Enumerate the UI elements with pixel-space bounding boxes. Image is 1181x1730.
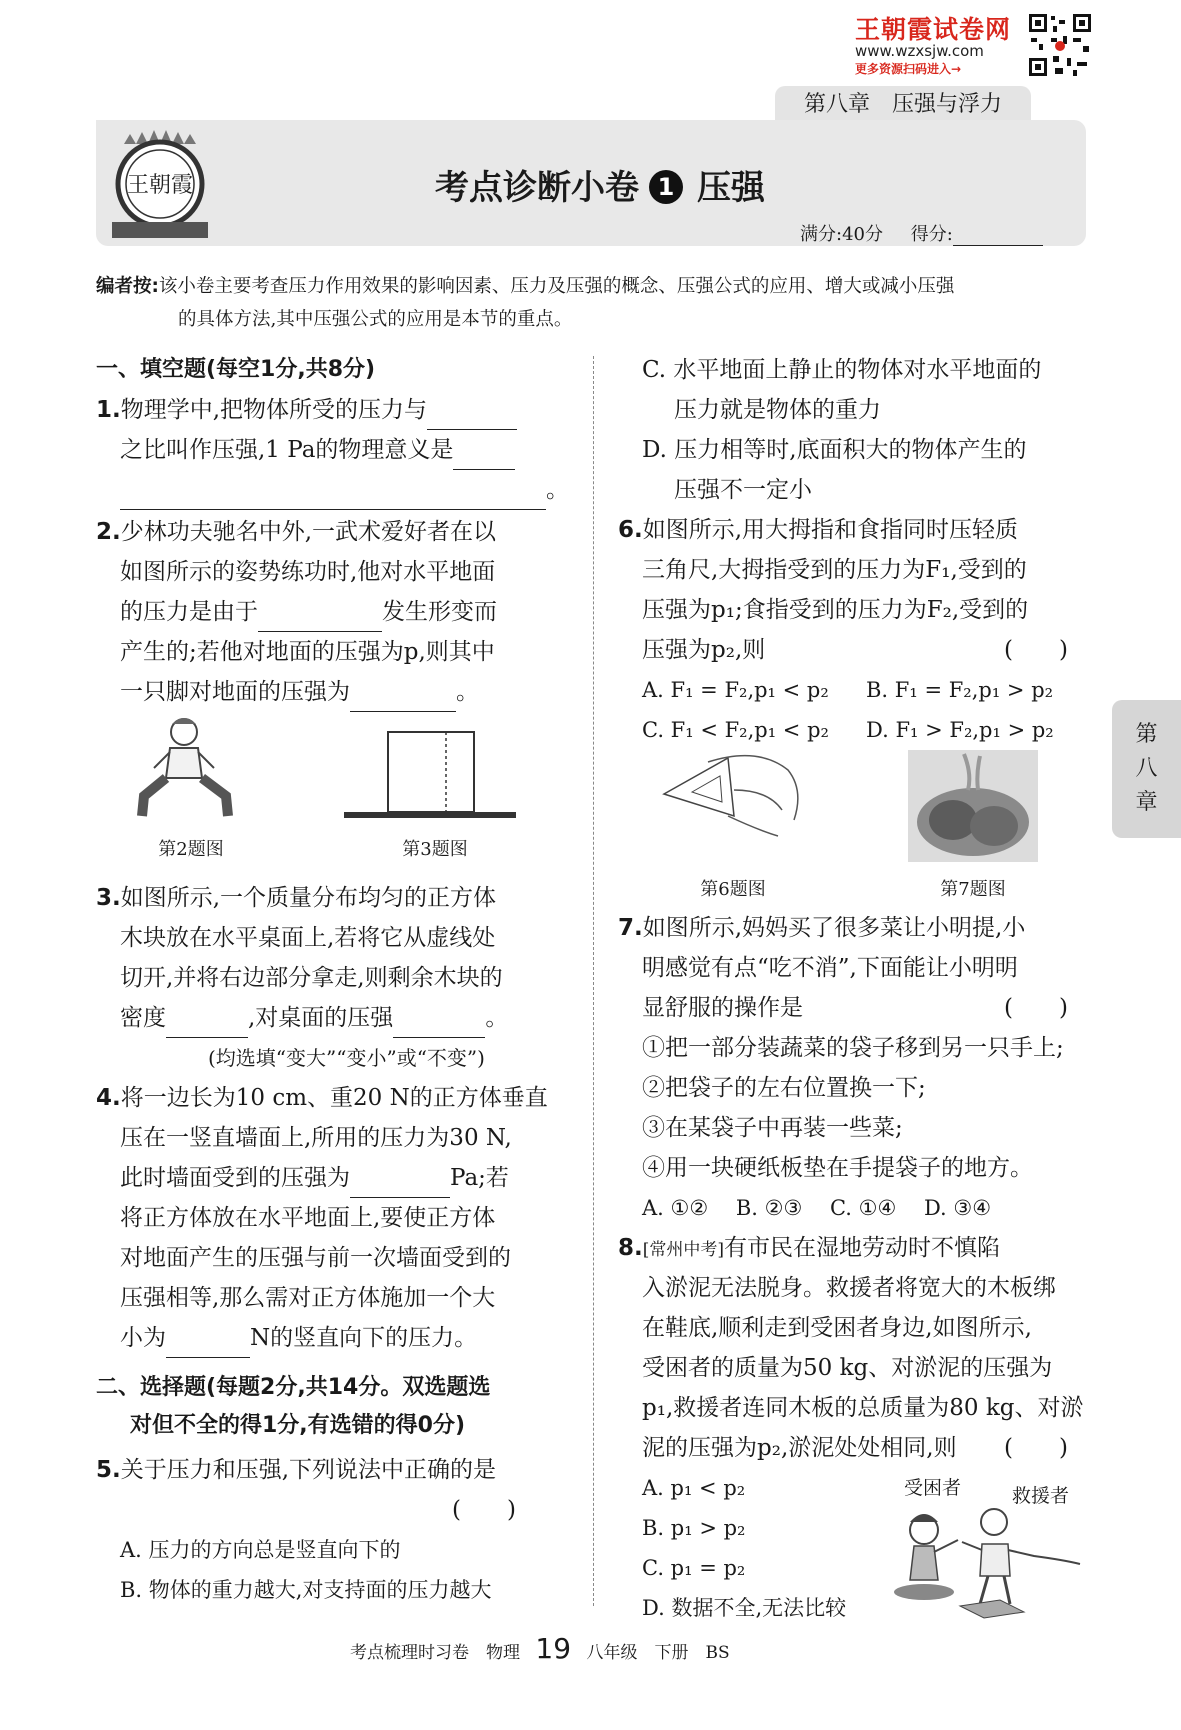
side-tab-char-1: 第	[1135, 722, 1158, 747]
right-column	[618, 350, 1088, 1620]
q5-number: 5.	[96, 1457, 121, 1483]
q4-line6: 压强相等,那么需对正方体施加一个大	[120, 1285, 496, 1311]
q4-line3	[120, 1158, 509, 1198]
q6-line1	[618, 510, 1018, 550]
q4-line4: 将正方体放在水平地面上,要使正方体	[120, 1205, 496, 1231]
q7-line1	[618, 908, 1025, 948]
q1-line3	[120, 470, 569, 510]
q7-choices[interactable]: A. ①② B. ②③ C. ①④ D. ③④	[642, 1196, 992, 1220]
q6-option-d[interactable]: D. F₁ > F₂,p₁ > p₂	[866, 718, 1054, 742]
q8-option-d[interactable]: D. 数据不全,无法比较	[642, 1596, 847, 1620]
q4-number: 4.	[96, 1085, 121, 1111]
side-tab-char-3: 章	[1135, 790, 1158, 815]
editor-note	[96, 270, 1086, 336]
q3-number: 3.	[96, 885, 121, 911]
q7-line3: 显舒服的操作是	[642, 995, 803, 1021]
footer-grade: 八年级 下册 BS	[586, 1643, 730, 1663]
q1-text2: 之比叫作压强,1 Pa的物理意义是	[120, 437, 454, 463]
q8-line2: 入淤泥无法脱身。救援者将宽大的木板绑	[642, 1275, 1056, 1301]
section-choice-heading-1: 二、选择题(每题2分,共14分。双选题选	[96, 1375, 491, 1400]
section-choice-heading-2: 对但不全的得1分,有选错的得0分)	[130, 1413, 466, 1438]
full-score: 满分:40分	[800, 224, 883, 245]
q4-blank1[interactable]	[350, 1169, 450, 1198]
q5-option-b[interactable]: B. 物体的重力越大,对支持面的压力越大	[120, 1578, 492, 1602]
q4-blank2[interactable]	[166, 1329, 250, 1358]
q7-number: 7.	[618, 915, 643, 941]
q8-answer-paren[interactable]: ( )	[1004, 1435, 1068, 1461]
figure-6-caption: 第6题图	[700, 879, 766, 900]
q6-line4: 压强为p₂,则	[642, 637, 766, 663]
q3-text4b: ,对桌面的压强	[248, 1005, 394, 1031]
q5-option-c-line2: 压力就是物体的重力	[674, 397, 881, 423]
q4-line2: 压在一竖直墙面上,所用的压力为30 N,	[120, 1125, 512, 1151]
title-number-badge: 1	[649, 170, 683, 204]
figure-7-vegetable-bags-photo	[908, 750, 1038, 862]
title-prefix: 考点诊断小卷	[435, 168, 639, 208]
q1-end: 。	[546, 477, 569, 503]
q6-text1: 如图所示,用大拇指和食指同时压轻质	[642, 517, 1019, 543]
chapter-tab: 第八章 压强与浮力	[775, 86, 1031, 124]
figure-2-martial-artist	[136, 712, 236, 822]
figure-7-caption: 第7题图	[940, 879, 1006, 900]
q6-number: 6.	[618, 517, 643, 543]
q7-answer-paren[interactable]: ( )	[1004, 995, 1068, 1021]
q3-text4a: 密度	[120, 1005, 166, 1031]
page-number: 19	[535, 1632, 572, 1665]
figure-8-label-rescuer: 救援者	[1012, 1485, 1070, 1507]
wangzhaoxia-logo-icon	[110, 126, 210, 241]
score-line	[800, 220, 1043, 246]
figure-3-cube-on-table	[340, 724, 520, 820]
qr-code-icon[interactable]	[1027, 12, 1093, 78]
q1-blank1[interactable]	[427, 401, 517, 430]
q7-line2: 明感觉有点“吃不消”,下面能让小明明	[642, 955, 1018, 981]
brand-title: 王朝霞试卷网	[855, 15, 1012, 44]
q6-answer-paren[interactable]: ( )	[1004, 637, 1068, 663]
q1-line1	[96, 390, 517, 430]
q8-line3: 在鞋底,顺利走到受困者身边,如图所示,	[642, 1315, 1032, 1341]
figure-3-caption: 第3题图	[402, 839, 468, 860]
q3-blank1[interactable]	[166, 1009, 248, 1038]
q1-blank2b[interactable]	[120, 481, 546, 510]
q7-statement-4: ④用一块硬纸板垫在手提袋子的地方。	[642, 1155, 1033, 1181]
q8-line1	[618, 1228, 1000, 1270]
figure-2-caption: 第2题图	[158, 839, 224, 860]
q5-option-d-line2: 压强不一定小	[674, 477, 812, 503]
q2-line2: 如图所示的姿势练功时,他对水平地面	[120, 559, 496, 585]
q3-line2: 木块放在水平桌面上,若将它从虚线处	[120, 925, 496, 951]
q5-text1: 关于压力和压强,下列说法中正确的是	[120, 1457, 497, 1483]
q4-line7	[120, 1318, 477, 1358]
q2-text3b: 发生形变而	[382, 599, 497, 625]
brand-url[interactable]: www.wzxsjw.com	[855, 42, 984, 60]
q2-text1: 少林功夫驰名中外,一武术爱好者在以	[120, 519, 497, 545]
q2-line5	[120, 672, 479, 712]
editor-note-line2: 的具体方法,其中压强公式的应用是本节的重点。	[178, 309, 573, 330]
q2-line4: 产生的;若他对地面的压强为p,则其中	[120, 639, 495, 665]
q6-line3: 压强为p₁;食指受到的压力为F₂,受到的	[642, 597, 1029, 623]
q1-text1: 物理学中,把物体所受的压力与	[120, 397, 428, 423]
left-column	[96, 350, 569, 1620]
q1-number: 1.	[96, 397, 121, 423]
figure-8-mud-rescue	[884, 1500, 1084, 1620]
q3-end: 。	[485, 1005, 509, 1031]
q4-text7a: 小为	[120, 1325, 166, 1351]
footer-book-title: 考点梳理时习卷 物理	[350, 1643, 520, 1663]
q2-text3a: 的压力是由于	[120, 599, 258, 625]
q7-statement-1: ①把一部分装蔬菜的袋子移到另一只手上;	[642, 1035, 1064, 1061]
q2-end: 。	[456, 679, 479, 705]
q8-line6: 泥的压强为p₂,淤泥处处相同,则	[642, 1435, 957, 1461]
q5-option-c-line1[interactable]: C. 水平地面上静止的物体对水平地面的	[642, 357, 1042, 383]
q8-text1: 有市民在湿地劳动时不慎陷	[724, 1235, 1001, 1261]
title-topic: 压强	[697, 168, 765, 208]
page-footer	[350, 1632, 850, 1665]
q1-blank2a[interactable]	[453, 441, 515, 470]
q7-text1: 如图所示,妈妈买了很多菜让小明提,小	[642, 915, 1026, 941]
q4-line1	[96, 1078, 548, 1118]
chapter-side-tab	[1112, 700, 1181, 838]
page-title	[300, 160, 900, 210]
q5-line1	[96, 1450, 496, 1490]
q7-statement-2: ②把袋子的左右位置换一下;	[642, 1075, 926, 1101]
q4-line5: 对地面产生的压强与前一次墙面受到的	[120, 1245, 511, 1271]
q8-option-c[interactable]: C. p₁ = p₂	[642, 1556, 746, 1580]
q3-hint: (均选填“变大”“变小”或“不变”)	[208, 1046, 485, 1070]
brand-scan-hint: 更多资源扫码进入→	[855, 62, 962, 76]
q6-option-b[interactable]: B. F₁ = F₂,p₁ > p₂	[866, 678, 1054, 702]
q6-option-a[interactable]: A. F₁ = F₂,p₁ < p₂	[642, 678, 829, 702]
q5-option-a[interactable]: A. 压力的方向总是竖直向下的	[120, 1538, 401, 1562]
q3-line4	[120, 998, 508, 1038]
side-tab-char-2: 八	[1135, 756, 1158, 781]
q6-option-c[interactable]: C. F₁ < F₂,p₁ < p₂	[642, 718, 829, 742]
q2-blank2[interactable]	[350, 683, 456, 712]
figure-6-triangle-ruler-hand	[658, 750, 808, 840]
section-fill-in-heading: 一、填空题(每空1分,共8分)	[96, 357, 376, 382]
svg-text:王朝霞: 王朝霞	[126, 173, 194, 198]
q3-blank2[interactable]	[393, 1009, 485, 1038]
q2-number: 2.	[96, 519, 121, 545]
q3-line1	[96, 878, 496, 918]
q2-line3	[120, 592, 497, 632]
q8-option-a[interactable]: A. p₁ < p₂	[642, 1476, 746, 1500]
figure-8-label-trapped: 受困者	[904, 1477, 962, 1499]
score-label: 得分:	[910, 224, 953, 245]
q4-text1: 将一边长为10 cm、重20 N的正方体垂直	[120, 1085, 548, 1111]
q8-option-b[interactable]: B. p₁ > p₂	[642, 1516, 746, 1540]
editor-note-line1: 该小卷主要考查压力作用效果的影响因素、压力及压强的概念、压强公式的应用、增大或减小压强	[158, 276, 955, 297]
q7-statement-3: ③在某袋子中再装一些菜;	[642, 1115, 903, 1141]
q8-line5: p₁,救援者连同木板的总质量为80 kg、对淤	[642, 1395, 1084, 1421]
q1-line2	[120, 430, 515, 470]
q8-number: 8.	[618, 1235, 643, 1261]
q5-option-d-line1[interactable]: D. 压力相等时,底面积大的物体产生的	[642, 437, 1027, 463]
q3-line3: 切开,并将右边部分拿走,则剩余木块的	[120, 965, 503, 991]
q2-blank1[interactable]	[258, 603, 382, 632]
q8-line4: 受困者的质量为50 kg、对淤泥的压强为	[642, 1355, 1053, 1381]
q8-source-tag: [常州中考]	[642, 1240, 725, 1260]
q3-text1: 如图所示,一个质量分布均匀的正方体	[120, 885, 497, 911]
score-blank[interactable]	[953, 227, 1043, 246]
q4-text3a: 此时墙面受到的压强为	[120, 1165, 350, 1191]
q4-text7b: N的竖直向下的压力。	[250, 1325, 478, 1351]
q2-line1	[96, 512, 496, 552]
q2-text5: 一只脚对地面的压强为	[120, 679, 350, 705]
q6-line2: 三角尺,大拇指受到的压力为F₁,受到的	[642, 557, 1027, 583]
editor-note-label: 编者按:	[96, 276, 159, 297]
q4-text3b: Pa;若	[450, 1165, 509, 1191]
q5-answer-paren[interactable]: ( )	[452, 1497, 516, 1523]
column-divider	[593, 356, 594, 1606]
